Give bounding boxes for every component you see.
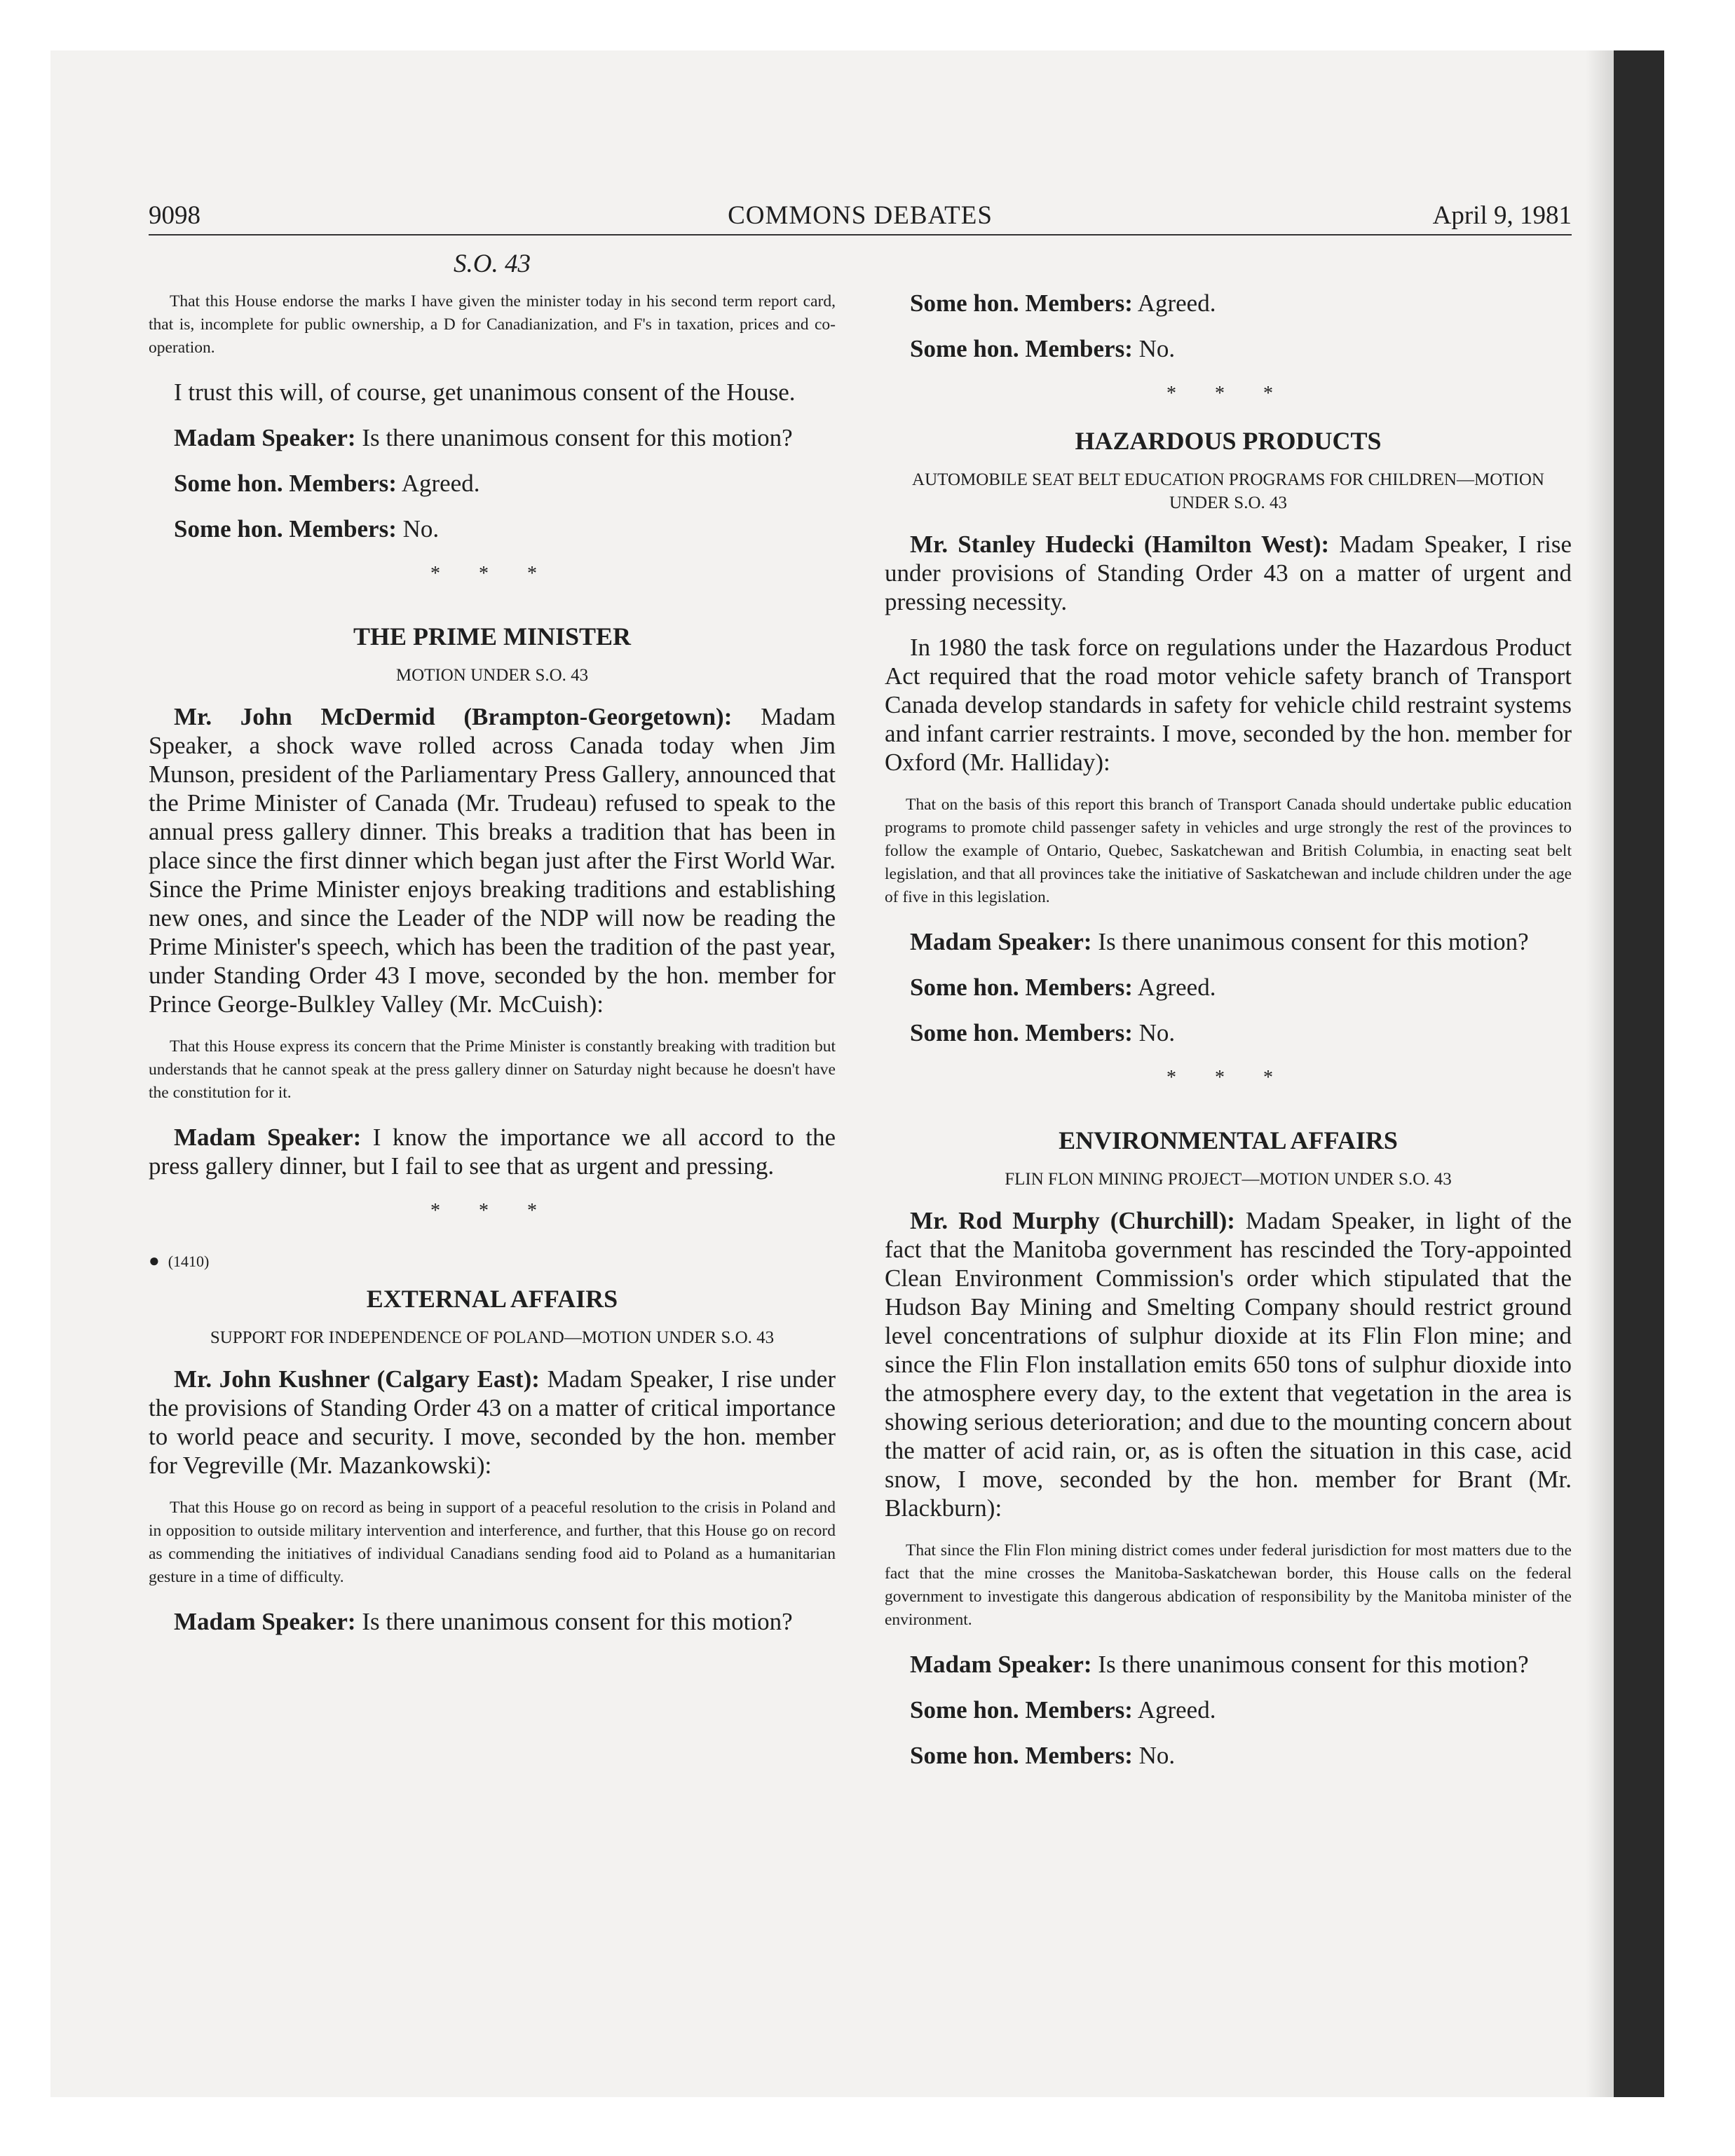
motion-quote: That this House endorse the marks I have given the minister today in his second term report card, that is, incomplete for public ownership, a D for Canadianization, and F's in taxation, prices and co-operation. (149, 292, 836, 357)
speaker-name: Mr. John McDermid (Brampton-Georgetown): (174, 703, 733, 730)
section-subheading: MOTION UNDER S.O. 43 (395, 666, 589, 685)
section-heading: EXTERNAL AFFAIRS (366, 1285, 618, 1313)
speech-paragraph (885, 973, 1572, 1002)
speech-paragraph (885, 334, 1572, 363)
speech-paragraph (885, 530, 1572, 616)
speech-text: Is there unanimous consent for this motion? (362, 1608, 793, 1635)
binding-edge (1614, 50, 1664, 2097)
speech-text: Madam Speaker, I rise under provisions of Standing Order 43 on a matter of urgent and pressing necessity. (885, 531, 1572, 615)
speaker-name: Mr. Rod Murphy (Churchill): (910, 1207, 1235, 1234)
section-separator: * * * (1166, 1067, 1290, 1089)
time-marker (149, 1250, 836, 1271)
paragraph: I trust this will, of course, get unanimous consent of the House. (174, 378, 796, 406)
motion-quote: That on the basis of this report this branch of Transport Canada should undertake public education programs to promote child passenger safety in vehicles and urge strongly the rest of the provinces to follow the example of Ontario, Quebec, Saskatchewan and British Columbia, in enacting seat belt legislation, and that all provinces take the initiative of Saskatchewan and include children under the age of five in this legislation. (885, 796, 1572, 906)
speaker-name: Madam Speaker: (910, 928, 1092, 955)
speech-text: No. (1138, 335, 1176, 362)
section-subheading: FLIN FLON MINING PROJECT—MOTION UNDER S.O. 43 (1005, 1170, 1452, 1189)
speech-text: Is there unanimous consent for this motion? (1098, 928, 1529, 955)
speech-paragraph (149, 469, 836, 498)
section-separator: * * * (430, 1200, 554, 1222)
speaker-name: Mr. Stanley Hudecki (Hamilton West): (910, 531, 1330, 558)
section-subheading: AUTOMOBILE SEAT BELT EDUCATION PROGRAMS FOR CHILDREN—MOTION UNDER S.O. 43 (912, 470, 1544, 512)
speaker-name: Some hon. Members: (910, 1696, 1133, 1724)
right-column (885, 289, 1572, 1787)
speech-text: No. (402, 515, 440, 543)
speech-text: Agreed. (1137, 974, 1216, 1001)
motion-quote: That since the Flin Flon mining district comes under federal jurisdiction for most matters due to the fact that the mine crosses the Manitoba-Saskatchewan border, this House calls on the federal government to investigate this dangerous abdication of responsibility by the Manitoba minister of the environment. (885, 1541, 1572, 1629)
speaker-name: Madam Speaker: (174, 1124, 362, 1151)
speech-text: Madam Speaker, a shock wave rolled across Canada today when Jim Munson, president of the Parliamentary Press Gallery, announced that the Prime Minister of Canada (Mr. Trudeau) refused to speak to the annual press gallery dinner. This breaks a tradition that has been in place since the first dinner which began just after the First World War. Since the Prime Minister enjoys breaking traditions and establishing new ones, and since the Leader of the NDP will now be reading the Prime Minister's speech, which has been the tradition of the past year, under Standing Order 43 I move, seconded by the hon. member for Prince George-Bulkley Valley (Mr. McCuish): (149, 703, 836, 1018)
speech-text: Is there unanimous consent for this motion? (1098, 1651, 1529, 1678)
speaker-name: Madam Speaker: (910, 1651, 1092, 1678)
time-marker-text: (1410) (168, 1253, 210, 1270)
speech-paragraph (885, 927, 1572, 956)
paragraph: In 1980 the task force on regulations under the Hazardous Product Act required that the road motor vehicle safety branch of Transport Canada develop standards in safety for vehicle child restraint systems and infant carrier restraints. I move, seconded by the hon. member for Oxford (Mr. Halliday): (885, 634, 1572, 776)
speech-paragraph (885, 1696, 1572, 1724)
speaker-name: Madam Speaker: (174, 1608, 356, 1635)
speaker-name: Some hon. Members: (910, 335, 1133, 362)
speech-paragraph (149, 1607, 836, 1636)
speech-text: Agreed. (1137, 289, 1216, 317)
speaker-name: Some hon. Members: (910, 289, 1133, 317)
speech-paragraph (885, 1018, 1572, 1047)
page-number: 9098 (149, 201, 200, 230)
section-heading: ENVIRONMENTAL AFFAIRS (1059, 1126, 1398, 1154)
speech-paragraph (149, 423, 836, 452)
speech-text: Agreed. (401, 470, 480, 497)
section-heading: THE PRIME MINISTER (353, 622, 632, 650)
speaker-name: Some hon. Members: (910, 1019, 1133, 1046)
speaker-name: Some hon. Members: (910, 974, 1133, 1001)
speaker-name: Some hon. Members: (910, 1742, 1133, 1769)
speech-text: Agreed. (1137, 1696, 1216, 1724)
speech-paragraph (149, 1123, 836, 1180)
speech-text: No. (1138, 1019, 1176, 1046)
speech-paragraph (885, 289, 1572, 318)
section-subheading: SUPPORT FOR INDEPENDENCE OF POLAND—MOTION UNDER S.O. 43 (210, 1328, 775, 1347)
speech-paragraph (149, 702, 836, 1018)
section-heading: HAZARDOUS PRODUCTS (1075, 427, 1382, 455)
motion-quote: That this House go on record as being in support of a peaceful resolution to the crisis in Poland and in opposition to outside military intervention and interference, and further, that this House go on record as commending the initiatives of individual Canadians sending food aid to Poland as a humanitarian gesture in a time of difficulty. (149, 1499, 836, 1586)
binding-shadow (1586, 50, 1614, 2097)
so-label: S.O. 43 (454, 250, 531, 278)
section-separator: * * * (430, 563, 554, 585)
speech-paragraph (149, 1365, 836, 1480)
left-column (149, 249, 836, 1653)
page-date: April 9, 1981 (1432, 201, 1572, 230)
speech-text: I know the importance we all accord to the press gallery dinner, but I fail to see that as urgent and pressing. (149, 1124, 836, 1180)
publication-title: COMMONS DEBATES (728, 201, 993, 230)
page-header (149, 198, 1572, 236)
speech-text: No. (1138, 1742, 1176, 1769)
speech-paragraph (885, 1650, 1572, 1679)
speech-paragraph (885, 1206, 1572, 1522)
speaker-name: Mr. John Kushner (Calgary East): (174, 1365, 540, 1393)
speech-text: Is there unanimous consent for this motion? (362, 424, 793, 451)
speaker-name: Madam Speaker: (174, 424, 356, 451)
bullet-icon: ● (149, 1250, 160, 1271)
speech-text: Madam Speaker, in light of the fact that the Manitoba government has rescinded the Tory-appointed Clean Environment Commission's order which stipulated that the Hudson Bay Mining and Smelting Company should restrict ground level concentrations of sulphur dioxide at its Flin Flon mine; and since the Flin Flon installation emits 650 tons of sulphur dioxide into the atmosphere every day, to the extent that vegetation in the area is showing serious deterioration; and due to the mounting concern about the matter of acid rain, or, as is often the situation in this case, acid snow, I move, seconded by the hon. member for Brant (Mr. Blackburn): (885, 1207, 1572, 1522)
speech-paragraph (885, 1741, 1572, 1770)
speaker-name: Some hon. Members: (174, 515, 397, 543)
speech-text: Madam Speaker, I rise under the provisions of Standing Order 43 on a matter of critical importance to world peace and security. I move, seconded by the hon. member for Vegreville (Mr. Mazankowski): (149, 1365, 836, 1479)
speaker-name: Some hon. Members: (174, 470, 397, 497)
speech-paragraph (149, 514, 836, 543)
motion-quote: That this House express its concern that the Prime Minister is constantly breaking with tradition but understands that he cannot speak at the press gallery dinner on Saturday night because he doesn't have the constitution for it. (149, 1037, 836, 1102)
section-separator: * * * (1166, 383, 1290, 404)
